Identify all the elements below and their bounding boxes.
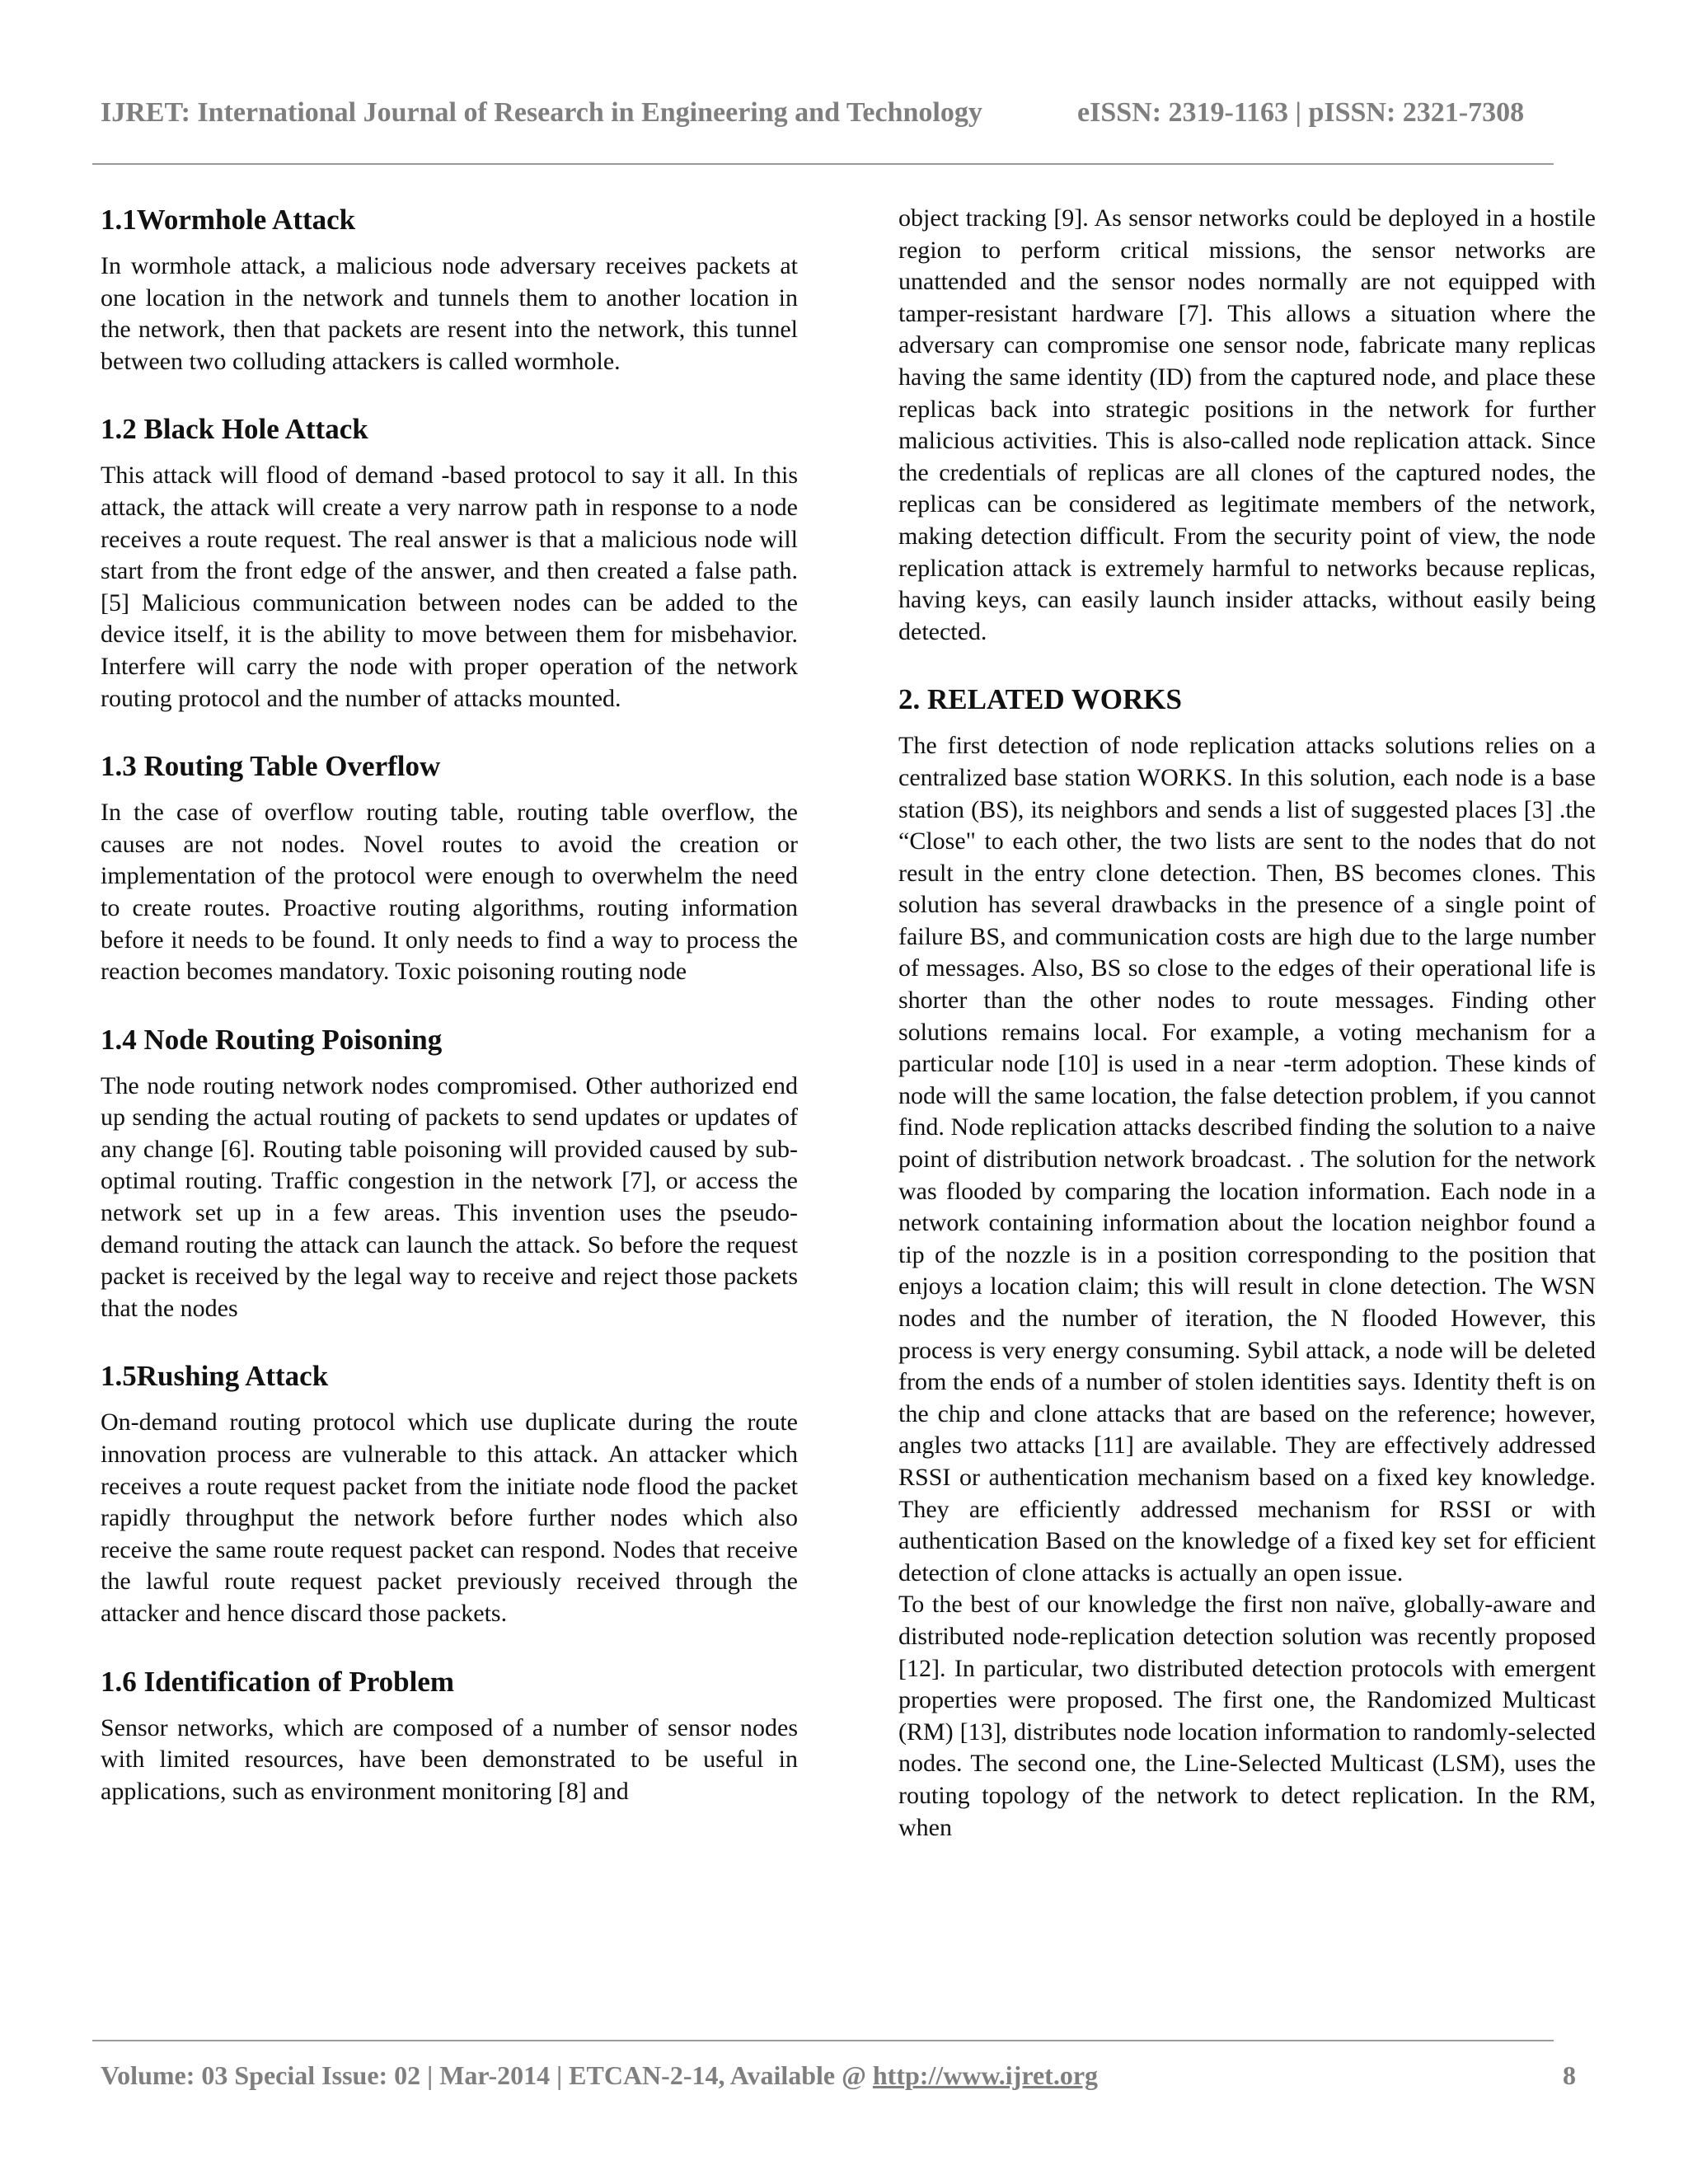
footer-volume-text: Volume: 03 Special Issue: 02 | Mar-2014 | ETCAN-2-14, Available @ [101, 2060, 873, 2090]
section-text-related-works-1: The first detection of node replication attacks solutions relies on a centralized base station WORKS. In this solution, each node is a base station (BS), its neighbors and sends a list of suggested places [3] .the “Close" to each other, the two lists are sent to the nodes that do not result in the entry clone detection. Then, BS becomes clones. This solution has several drawbacks in the presence of a single point of failure BS, and communication costs are high due to the large number of messages. Also, BS so close to the edges of their operational life is shorter than the other nodes to route messages. Finding other solutions remains local. For example, a voting mechanism for a particular node [10] is used in a near -term adoption. These kinds of node will the same location, the false detection problem, if you cannot find. Node replication attacks described finding the solution to a naive point of distribution network broadcast. . The solution for the network was flooded by comparing the location information. Each node in a network containing information about the location neighbor found a tip of the nozzle is in a position corresponding to the position that enjoys a location claim; this will result in clone detection. The WSN nodes and the number of iteration, the N flooded However, this process is very energy consuming. Sybil attack, a node will be deleted from the ends of a number of stolen identities says. Identity theft is on the chip and clone attacks that are based on the reference; however, angles two attacks [11] are available. They are effectively addressed RSSI or authentication mechanism based on a fixed key knowledge. They are efficiently addressed mechanism for RSSI or with authentication Based on the knowledge of a fixed key set for efficient detection of clone attacks is actually an open issue. [898, 732, 1596, 1586]
running-footer [101, 2060, 1576, 2097]
page-number: 8 [1563, 2060, 1576, 2090]
section-heading-black-hole: 1.2 Black Hole Attack [101, 413, 368, 446]
section-heading-wormhole: 1.1Wormhole Attack [101, 204, 356, 236]
section-heading-node-routing-poisoning: 1.4 Node Routing Poisoning [101, 1023, 443, 1056]
issn: eISSN: 2319-1163 | pISSN: 2321-7308 [1077, 97, 1525, 128]
section-heading-identification-of-problem: 1.6 Identification of Problem [101, 1665, 455, 1698]
section-text-node-routing-poisoning: The node routing network nodes compromised. Other authorized end up sending the actual routing of packets to send updates or updates of any change [6]. Routing table poisoning will provided caused by sub-optimal routing. Traffic congestion in the network [7], or access the network set up in a few areas. This invention uses the pseudo- demand routing the attack can launch the attack. So before the request packet is received by the legal way to receive and reject those packets that the nodes [101, 1071, 798, 1322]
section-text-identification-of-problem: Sensor networks, which are composed of a number of sensor nodes with limited resources, have been demonstrated to be useful in applications, such as environment monitoring [8] and [101, 1713, 798, 1805]
section-heading-rushing-attack: 1.5Rushing Attack [101, 1360, 329, 1393]
section-text-related-works-2: To the best of our knowledge the first non naïve, globally-aware and distributed node-replication detection solution was recently proposed [12]. In particular, two distributed detection protocols with emergent properties were proposed. The first one, the Randomized Multicast (RM) [13], distributes node location information to randomly-selected nodes. The second one, the Line-Selected Multicast (LSM), uses the routing topology of the network to detect replication. In the RM, when [898, 1591, 1596, 1841]
section-text-rushing-attack: On-demand routing protocol which use duplicate during the route innovation process are vulnerable to this attack. An attacker which receives a route request packet from the initiate node flood the packet rapidly throughput the network before further nodes which also receive the same route request packet can respond. Nodes that receive the lawful route request packet previously received through the attacker and hence discard those packets. [101, 1408, 798, 1627]
section-heading-related-works: 2. RELATED WORKS [898, 683, 1182, 716]
footer-volume [101, 2060, 1098, 2091]
section-text-wormhole: In wormhole attack, a malicious node adversary receives packets at one location in the network and tunnels them to another location in the network, then that packets are resent into the network, this tunnel between two colluding attackers is called wormhole. [101, 252, 798, 375]
header-rule [92, 163, 1554, 165]
right-column [898, 203, 1596, 1844]
footer-rule [92, 2040, 1554, 2041]
section-text-black-hole: This attack will flood of demand -based protocol to say it all. In this attack, the attack will create a very narrow path in response to a node receives a route request. The real answer is that a malicious node will start from the front edge of the answer, and then created a false path. [5] Malicious communication between nodes can be added to the device itself, it is the ability to move between them for misbehavior. Interfere will carry the node with proper operation of the network routing protocol and the number of attacks mounted. [101, 462, 798, 712]
section-text-routing-table-overflow: In the case of overflow routing table, routing table overflow, the causes are not nodes. Novel routes to avoid the creation or implementation of the protocol were enough to overwhelm the need to create routes. Proactive routing algorithms, routing information before it needs to be found. It only needs to find a way to process the reaction becomes mandatory. Toxic poisoning routing node [101, 799, 798, 986]
running-header [101, 97, 1559, 130]
journal-url-link[interactable]: http://www.ijret.org [872, 2060, 1099, 2090]
journal-title: IJRET: International Journal of Research in Engineering and Technology [101, 97, 982, 128]
section-heading-routing-table-overflow: 1.3 Routing Table Overflow [101, 750, 441, 783]
left-column [101, 203, 798, 1807]
continued-text: object tracking [9]. As sensor networks could be deployed in a hostile region to perform critical missions, the sensor networks are unattended and the sensor nodes normally are not equipped with tamper-resistant hardware [7]. This allows a situation where the adversary can compromise one sensor node, fabricate many replicas having the same identity (ID) from the captured node, and place these replicas back into strategic positions in the network for further malicious activities. This is also-called node replication attack. Since the credentials of replicas are all clones of the captured nodes, the replicas can be considered as legitimate members of the network, making detection difficult. From the security point of view, the node replication attack is extremely harmful to networks because replicas, having keys, can easily launch insider attacks, without easily being detected. [898, 204, 1596, 645]
